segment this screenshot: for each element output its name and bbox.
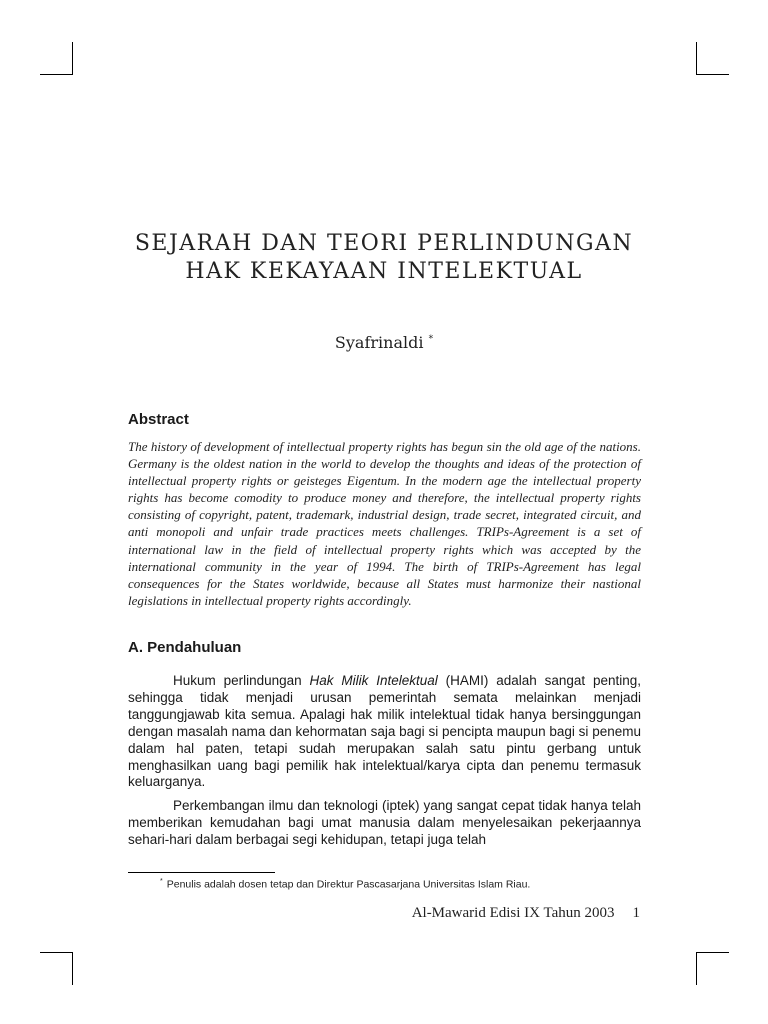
paragraph-1	[128, 673, 641, 791]
running-footer	[412, 905, 640, 922]
paper-title	[0, 230, 768, 286]
author-name: Syafrinaldi	[334, 333, 424, 352]
footnote-text: Penulis adalah dosen tetap dan Direktur Pascasarjana Universitas Islam Riau.	[166, 878, 531, 891]
abstract-heading: Abstract	[128, 411, 189, 428]
section-heading: A. Pendahuluan	[128, 639, 242, 656]
footnote-rule	[128, 872, 275, 873]
abstract-text: The history of development of intellectual property rights has begun sin the old age of the nations. Germany is the oldest nation in the world to develop the thoughts and ideas of the protection of intellectual property rights or geisteges Eigentum. In the modern age the intellectual property rights has become comodity to produce money and therefore, the intellectual property rights consisting of copyright, patent, trademark, industrial design, trade secret, integrated circuit, and anti monopoli and unfair trade practices meets challenges. TRIPs-Agreement is a set of international law in the field of intellectual property rights which was accepted by the international community in the year of 1994. The birth of TRIPs-Agreement has legal consequences for the States worldwide, because all States must harmonize their nastional legislations in intellectual property rights accordingly.	[128, 439, 641, 608]
footnote	[160, 878, 530, 891]
paragraph-1-start: Hukum perlindungan	[173, 673, 310, 688]
body-text	[128, 673, 641, 856]
paragraph-1-rest: (HAMI) adalah sangat penting, sehingga tidak menjadi urusan pemerintah semata melainkan menjadi tanggungjawab kita semua. Apalagi hak milik intelektual tidak hanya bersinggungan dengan masalah nama dan kehormatan saja bagi si pencipta maupun bagi si penemu dalam hal paten, tetapi sudah merupakan salah satu pintu gerbang untuk menghasilkan uang bagi pemilik hak intelektual/karya cipta dan penemu termasuk keluarganya.	[128, 673, 641, 790]
page-number: 1	[632, 905, 640, 921]
crop-mark-bottom-right-v	[696, 952, 697, 985]
journal-name: Al-Mawarid Edisi IX Tahun 2003	[411, 905, 615, 921]
paragraph-2: Perkembangan ilmu dan teknologi (iptek) yang sangat cepat tidak hanya telah memberikan kemudahan bagi umat manusia dalam menyelesaikan pekerjaannya sehari-hari dalam berbagai segi kehidupan, tetapi juga telah	[128, 798, 641, 848]
crop-mark-bottom-left-v	[72, 952, 73, 985]
author-footnote-mark: *	[428, 334, 434, 345]
crop-mark-bottom-left-h	[40, 952, 73, 953]
paragraph-1-italic: Hak Milik Intelektual	[309, 673, 438, 688]
author-line	[0, 333, 768, 352]
title-line-1: SEJARAH DAN TEORI PERLINDUNGAN	[134, 231, 634, 256]
footnote-mark: *	[160, 878, 163, 885]
title-line-2: HAK KEKAYAAN INTELEKTUAL	[185, 259, 583, 284]
crop-mark-bottom-right-h	[696, 952, 729, 953]
crop-mark-top-left-v	[72, 42, 73, 75]
crop-mark-top-right-h	[696, 74, 729, 75]
crop-mark-top-left-h	[40, 74, 73, 75]
crop-mark-top-right-v	[696, 42, 697, 75]
